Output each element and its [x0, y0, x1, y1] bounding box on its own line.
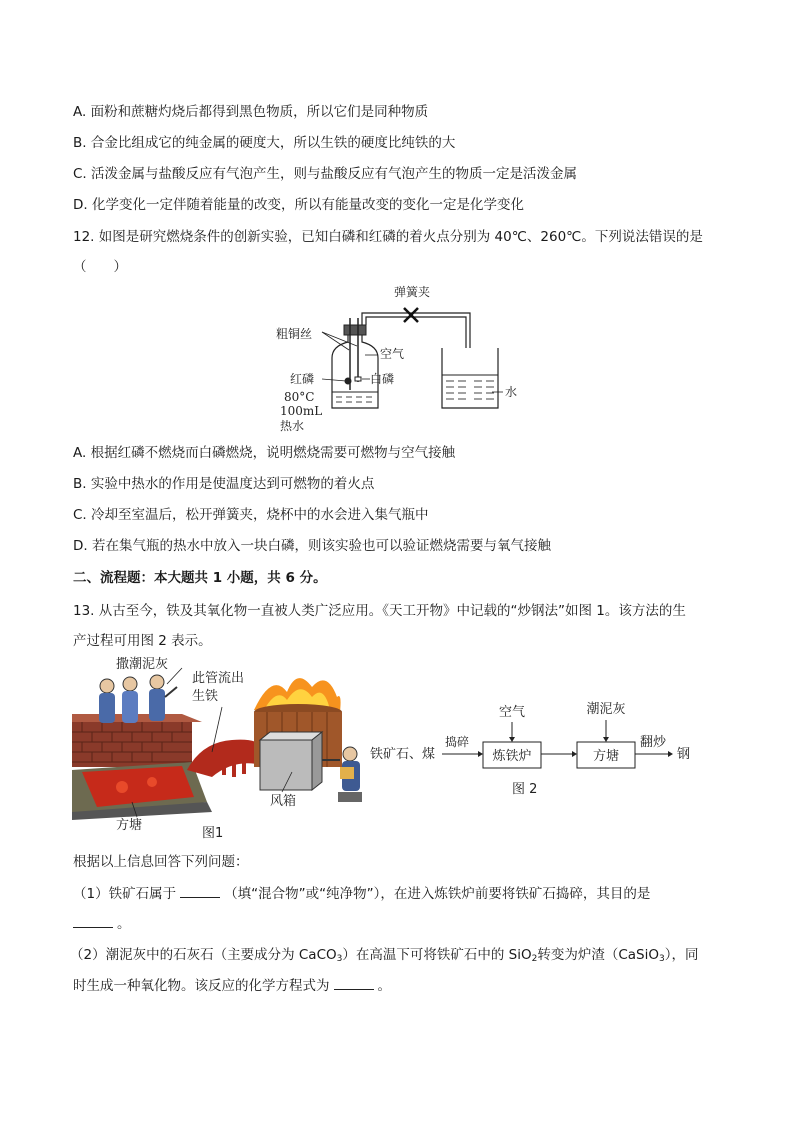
q13-part2-line2: [73, 976, 391, 995]
q13-part2-text-f: 。: [377, 978, 391, 994]
flow-input-label: 铁矿石、煤: [370, 747, 436, 762]
q13-part2-line1: [70, 946, 699, 964]
flow-ash-label: 潮泥灰: [586, 702, 626, 717]
flow-steel-label: 钢: [677, 747, 691, 762]
label-bellows: 风箱: [270, 794, 297, 809]
q13-part2-text-b: ）在高温下可将铁矿石中的 SiO: [342, 947, 532, 963]
flow-stir-label: 翻炒: [640, 735, 667, 750]
q13-part2-sub1: 3: [336, 954, 343, 964]
beaker: [442, 348, 498, 408]
flow-air-label: 空气: [498, 705, 526, 720]
q12-stem: 12. 如图是研究燃烧条件的创新实验，已知白磷和红磷的着火点分别为 40℃、260℃。下列说法错误的是: [73, 229, 703, 245]
q13-figure-1: [72, 652, 372, 842]
q11-option-c: C. 活泼金属与盐酸反应有气泡产生，则与盐酸反应有气泡产生的物质一定是活泼金属: [73, 166, 578, 182]
figure-2-caption: 图 2: [512, 782, 538, 797]
q12-option-c: C. 冷却至室温后，松开弹簧夹，烧杯中的水会进入集气瓶中: [73, 507, 429, 523]
q13-part1-text-c: 。: [117, 916, 131, 932]
flow-pond-label: 方塘: [592, 749, 620, 764]
q12-answer-paren: （ ）: [73, 259, 127, 275]
q13-part2-blank[interactable]: [334, 976, 374, 990]
label-pipe-line2: 生铁: [192, 689, 219, 704]
label-white-phosphorus: 白磷: [370, 372, 395, 386]
q13-intro: 根据以上信息回答下列问题：: [73, 854, 249, 870]
q12-option-a: A. 根据红磷不燃烧而白磷燃烧，说明燃烧需要可燃物与空气接触: [73, 445, 456, 461]
flow-furnace-label: 炼铁炉: [492, 749, 532, 764]
flow-crush-label: 捣碎: [445, 735, 470, 749]
q13-part2-text-c: 转变为炉渣（CaSiO: [537, 947, 660, 963]
q11-option-a: A. 面粉和蔗糖灼烧后都得到黑色物质，所以它们是同种物质: [73, 104, 429, 120]
q13-part2-text-d: ），同: [664, 947, 699, 963]
q11-option-d: D. 化学变化一定伴随着能量的改变，所以有能量改变的变化一定是化学变化: [73, 197, 524, 213]
spring-clip-icon: [404, 308, 418, 322]
brick-wall-illustration: [72, 714, 202, 767]
label-red-phosphorus: 红磷: [290, 372, 315, 386]
q12-option-b: B. 实验中热水的作用是使温度达到可燃物的着火点: [73, 476, 375, 492]
gas-bottle: [332, 318, 378, 408]
molten-iron-flow: [187, 740, 262, 777]
q13-figure-2-flowchart: [370, 696, 710, 806]
label-air: 空气: [380, 347, 405, 361]
section-2-title: 二、流程题：本大题共 1 小题，共 6 分。: [73, 570, 327, 586]
q13-stem-line1: 13. 从古至今，铁及其氧化物一直被人类广泛应用。《天工开物》中记载的“炒钢法”如图 1。该方法的生: [73, 603, 686, 619]
q13-part1-line1: [73, 884, 650, 903]
q12-option-d: D. 若在集气瓶的热水中放入一块白磷，则该实验也可以验证燃烧需要与氧气接触: [73, 538, 551, 554]
figure-1-caption: 图1: [202, 826, 224, 841]
label-copper-wire: 粗铜丝: [276, 327, 313, 341]
q12-apparatus-figure: [270, 280, 530, 440]
q13-part1-blank1[interactable]: [180, 884, 220, 898]
label-spread-ash: 撒潮泥灰: [116, 657, 169, 672]
label-pond: 方塘: [116, 818, 143, 833]
q13-part2-sub2: 2: [531, 954, 538, 964]
q13-part2-text-e: 时生成一种氧化物。该反应的化学方程式为: [73, 978, 330, 994]
label-volume: 100mL: [280, 404, 323, 418]
label-spring-clip: 弹簧夹: [394, 285, 431, 299]
label-hot-water: 热水: [280, 419, 305, 433]
q13-part1-text-a: （1）铁矿石属于: [73, 886, 177, 902]
label-temperature: 80°C: [284, 390, 315, 404]
label-water: 水: [505, 385, 518, 399]
label-pipe-line1: 此管流出: [192, 671, 245, 686]
q13-part1-line2: [73, 914, 131, 933]
q11-option-b: B. 合金比组成它的纯金属的硬度大，所以生铁的硬度比纯铁的大: [73, 135, 456, 151]
q13-part2-text-a: （2）潮泥灰中的石灰石（主要成分为 CaCO: [70, 947, 337, 963]
q13-part2-sub3: 3: [659, 954, 665, 964]
q13-part1-text-b: （填“混合物”或“纯净物”），在进入炼铁炉前要将铁矿石捣碎，其目的是: [224, 886, 651, 902]
q13-stem-line2: 产过程可用图 2 表示。: [73, 633, 212, 649]
q13-part1-blank2[interactable]: [73, 914, 113, 928]
